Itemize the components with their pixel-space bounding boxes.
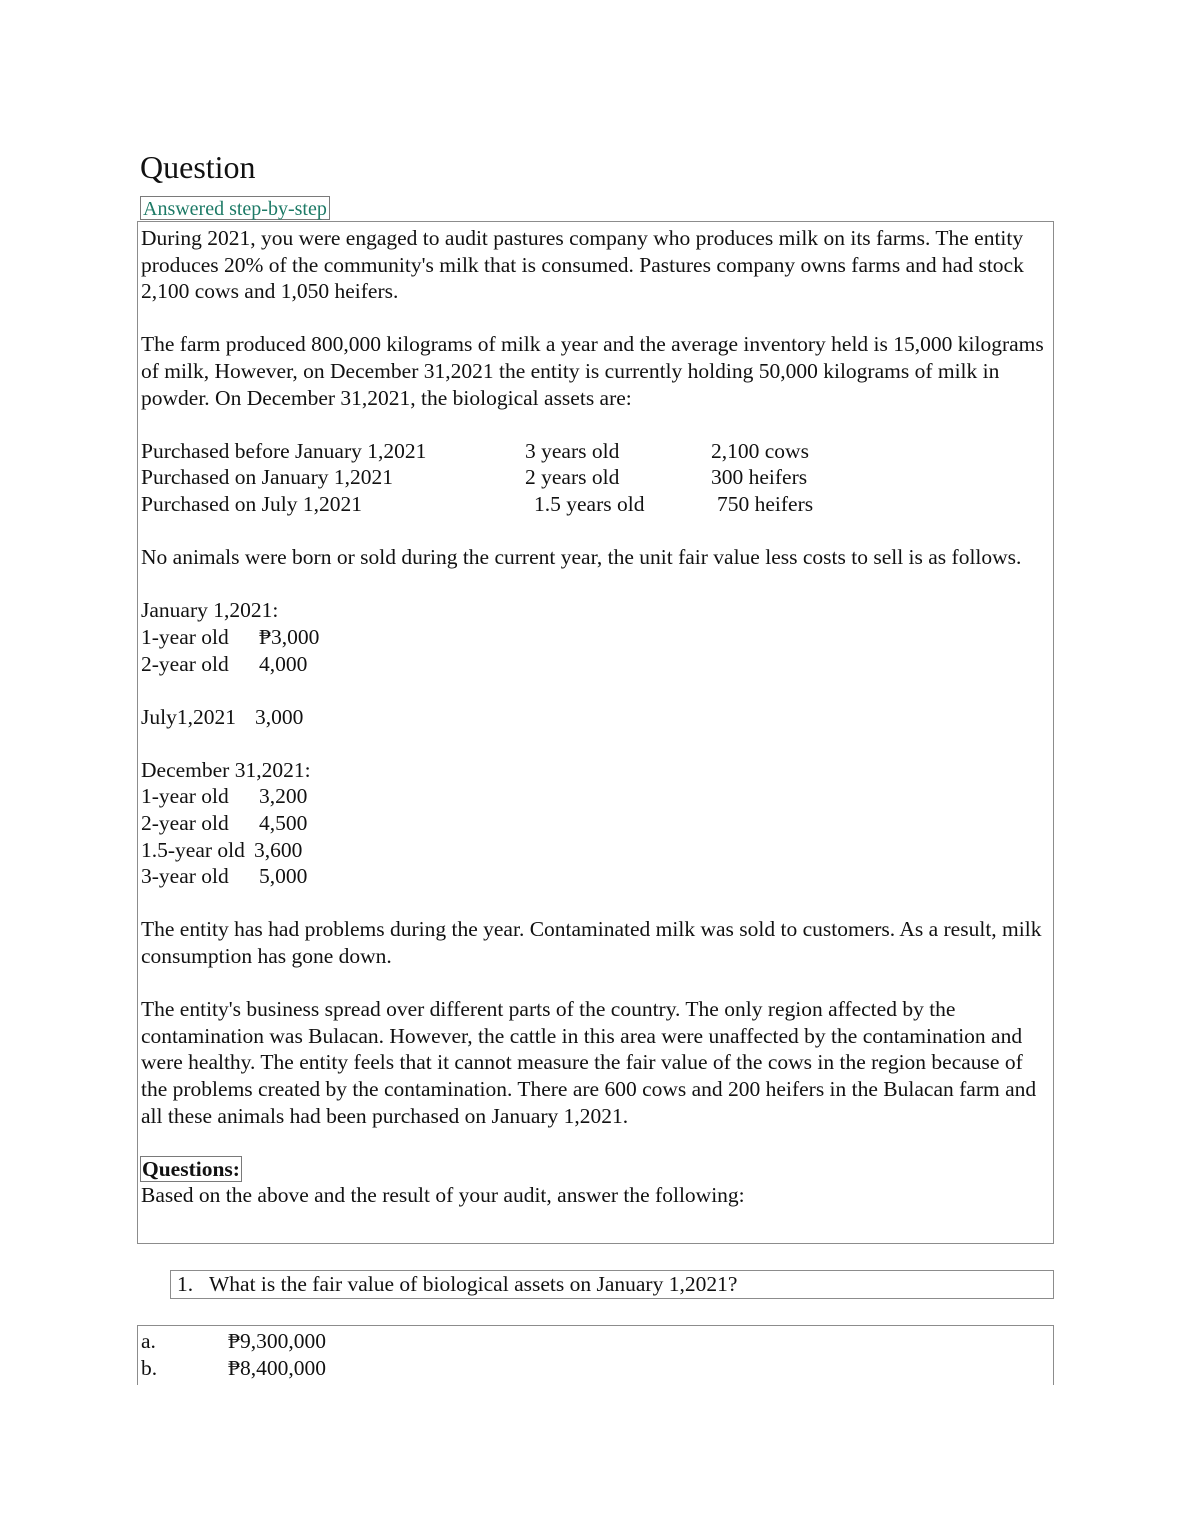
production-paragraph: The farm produced 800,000 kilograms of milk a year and the average inventory held is 15,000 kilograms of milk, However, on December 31,2021 the entity is currently holding 50,000 kilograms of milk in powder. On December 31,2021, the biological assets are:	[141, 332, 1044, 410]
july-value	[141, 704, 1053, 731]
asset-desc: Purchased on July 1,2021	[141, 491, 362, 516]
fv-row	[141, 810, 1053, 837]
asset-desc: Purchased on January 1,2021	[141, 465, 393, 490]
questions-heading: Questions:	[142, 1156, 240, 1181]
fv-age: 2-year old	[141, 811, 229, 836]
choice-letter: b.	[141, 1356, 158, 1380]
questions-section	[141, 1156, 1053, 1209]
asset-age: 3 years old	[525, 438, 620, 463]
choice-value: ₱8,400,000	[228, 1356, 326, 1380]
fv-row	[141, 837, 1053, 864]
fv-value: 3,200	[259, 784, 308, 809]
asset-row	[141, 464, 1053, 491]
fv-row	[141, 863, 1053, 890]
choice-value: ₱9,300,000	[228, 1329, 326, 1353]
fv-heading	[141, 597, 1053, 624]
answered-badge[interactable]: Answered step-by-step	[140, 196, 330, 220]
item-number: 1.	[177, 1272, 194, 1296]
question-body	[137, 221, 1054, 1244]
choice-b[interactable]	[141, 1355, 1053, 1382]
problems-paragraph: The entity has had problems during the year. Contaminated milk was sold to customers. As a result, milk consumption has gone down.	[141, 917, 1042, 969]
december-values	[141, 757, 1053, 890]
asset-age: 2 years old	[525, 465, 620, 490]
asset-row	[141, 438, 1053, 465]
fv-age: 1.5-year old	[141, 837, 245, 862]
fv-age: 1-year old	[141, 624, 229, 649]
fv-row	[141, 651, 1053, 678]
questions-intro: Based on the above and the result of your audit, answer the following:	[141, 1183, 745, 1208]
asset-qty: 300 heifers	[711, 465, 808, 490]
asset-age: 1.5 years old	[534, 491, 645, 516]
item-text: What is the fair value of biological assets on January 1,2021?	[209, 1272, 738, 1296]
asset-desc: Purchased before January 1,2021	[141, 438, 427, 463]
fair-value-intro: No animals were born or sold during the current year, the unit fair value less costs to sell is as follows.	[141, 545, 1022, 570]
contamination-paragraph: The entity's business spread over different parts of the country. The only region affected by the contamination was Bulacan. However, the cattle in this area were unaffected by the contamination and were healthy. The entity feels that it cannot measure the fair value of the cows in the region because of the problems created by the contamination. There are 600 cows and 200 heifers in the Bulacan farm and all these animals had been purchased on January 1,2021.	[141, 997, 1037, 1128]
fv-value: ₱3,000	[259, 624, 320, 649]
january-values	[141, 597, 1053, 677]
fv-value: 4,000	[259, 651, 308, 676]
july-amount: 3,000	[255, 704, 304, 729]
fv-heading	[141, 757, 1053, 784]
asset-qty: 750 heifers	[717, 491, 814, 516]
intro-paragraph: During 2021, you were engaged to audit pastures company who produces milk on its farms. The entity produces 20% of the community's milk that is consumed. Pastures company owns farms and had stock 2,100 cows and 1,050 heifers.	[141, 226, 1024, 304]
fv-heading-text: January 1,2021:	[141, 598, 279, 623]
answer-choices	[137, 1325, 1054, 1385]
fv-age: 3-year old	[141, 864, 229, 889]
fv-row	[141, 624, 1053, 651]
choice-a[interactable]	[141, 1328, 1053, 1355]
fv-age: 1-year old	[141, 784, 229, 809]
fv-heading-text: December 31,2021:	[141, 757, 311, 782]
fv-row	[141, 783, 1053, 810]
july-label: July1,2021	[141, 704, 236, 729]
asset-row	[141, 491, 1053, 518]
assets-table	[141, 438, 1053, 518]
fv-age: 2-year old	[141, 651, 229, 676]
asset-qty: 2,100 cows	[711, 438, 809, 463]
page-title: Question	[140, 149, 256, 185]
fv-value: 4,500	[259, 811, 308, 836]
fv-value: 3,600	[254, 837, 303, 862]
fv-value: 5,000	[259, 864, 308, 889]
question-item-1	[170, 1270, 1054, 1299]
choice-letter: a.	[141, 1329, 156, 1353]
